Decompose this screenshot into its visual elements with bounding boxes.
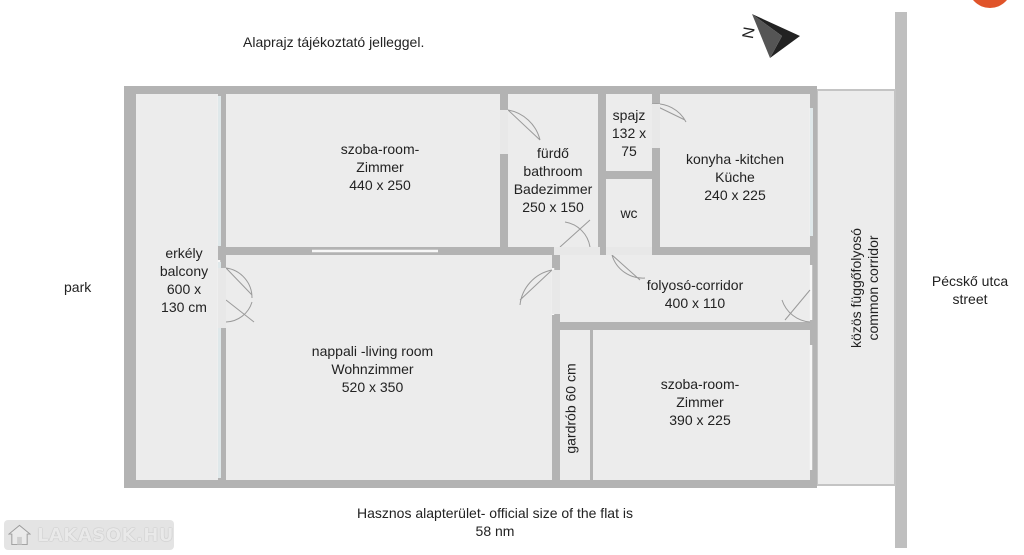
- park-label: park: [64, 279, 92, 295]
- plan-note: Alaprajz tájékoztató jelleggel.: [243, 34, 425, 50]
- house-icon: [8, 524, 31, 546]
- wardrobe-label: gardrób 60 cm: [562, 363, 579, 454]
- kitchen-label: konyha -kitchen Küche 240 x 225: [685, 151, 785, 203]
- pantry-label: spajz 132 x 75: [611, 107, 647, 159]
- street-label: Pécskő utca street: [931, 273, 1009, 307]
- wardrobe-partition: [590, 330, 593, 480]
- common-corridor-label: közös függőfolyosó common corridor: [848, 228, 881, 348]
- watermark-logo: [4, 520, 174, 550]
- room2-label: szoba-room- Zimmer 390 x 225: [660, 376, 740, 428]
- balcony-label: erkély balcony 600 x 130 cm: [159, 245, 209, 315]
- north-arrow-icon: [752, 14, 800, 58]
- area-note: Hasznos alapterület- official size of the flat is 58 nm: [357, 505, 633, 539]
- compass-letter: N: [739, 25, 759, 41]
- corridor-label: folyosó-corridor 400 x 110: [646, 277, 744, 311]
- room1-label: szoba-room- Zimmer 440 x 250: [340, 141, 420, 193]
- watermark-text: LAKASOK.HU: [36, 524, 174, 546]
- bath-label: fürdő bathroom Badezimmer 250 x 150: [513, 145, 593, 215]
- street-wall: [895, 12, 907, 548]
- wc-label: wc: [620, 205, 638, 221]
- living-label: nappali -living room Wohnzimmer 520 x 350: [311, 343, 434, 395]
